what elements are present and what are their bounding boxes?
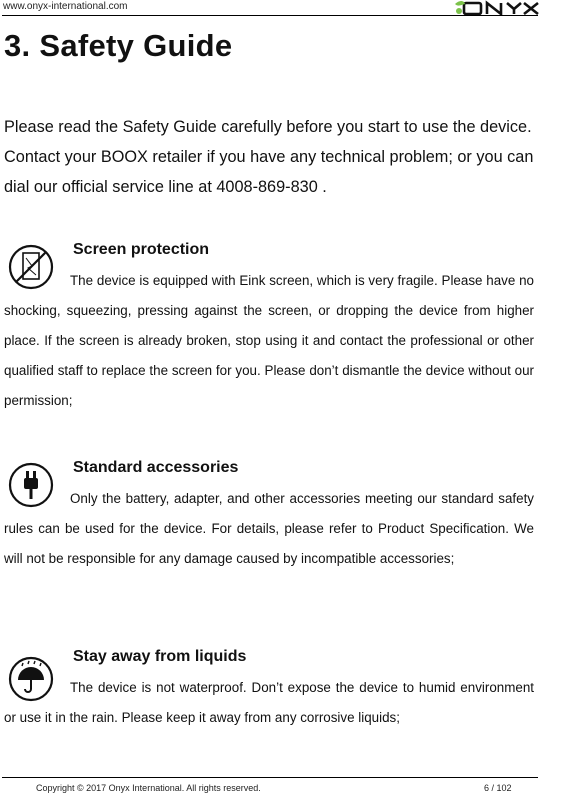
- intro-paragraph: Please read the Safety Guide carefully before you start to use the device. Contact your BOOX retailer if you have any technical problem; or you can dial our official service line at 4008-869-830 .: [4, 118, 534, 196]
- header-url: www.onyx-international.com: [3, 1, 128, 12]
- section-body-text: The device is equipped with Eink screen, which is very fragile. Please have no shocking, squeezing, pressing against the screen, or dropping the device from higher place. If the screen is already broken, stop using it and contact the professional or other qualified staff to replace the screen for you. Please don’t dismantle the device without our permission;: [4, 273, 534, 408]
- page-number: 6 / 102: [484, 783, 512, 793]
- page-title: 3. Safety Guide: [4, 28, 233, 63]
- section-body-text: Only the battery, adapter, and other accessories meeting our standard safety rules can be used for the device. For details, please refer to Product Specification. We will not be responsible for any damage caused by incompatible accessories;: [4, 491, 534, 566]
- header-rule: [2, 15, 538, 16]
- section-body: [4, 484, 534, 574]
- footer-rule: [2, 777, 538, 778]
- onyx-logo: [452, 0, 540, 16]
- footer-copyright: Copyright © 2017 Onyx International. All rights reserved.: [36, 783, 261, 793]
- page-header: [0, 0, 564, 16]
- section-body-text: The device is not waterproof. Don’t expose the device to humid environment or use it in the rain. Please keep it away from any corrosive liquids;: [4, 680, 534, 725]
- section-body: [4, 673, 534, 733]
- section-heading: Standard accessories: [73, 459, 239, 476]
- section-heading: Screen protection: [73, 241, 210, 258]
- section-heading: Stay away from liquids: [73, 648, 247, 665]
- section-body: [4, 266, 534, 416]
